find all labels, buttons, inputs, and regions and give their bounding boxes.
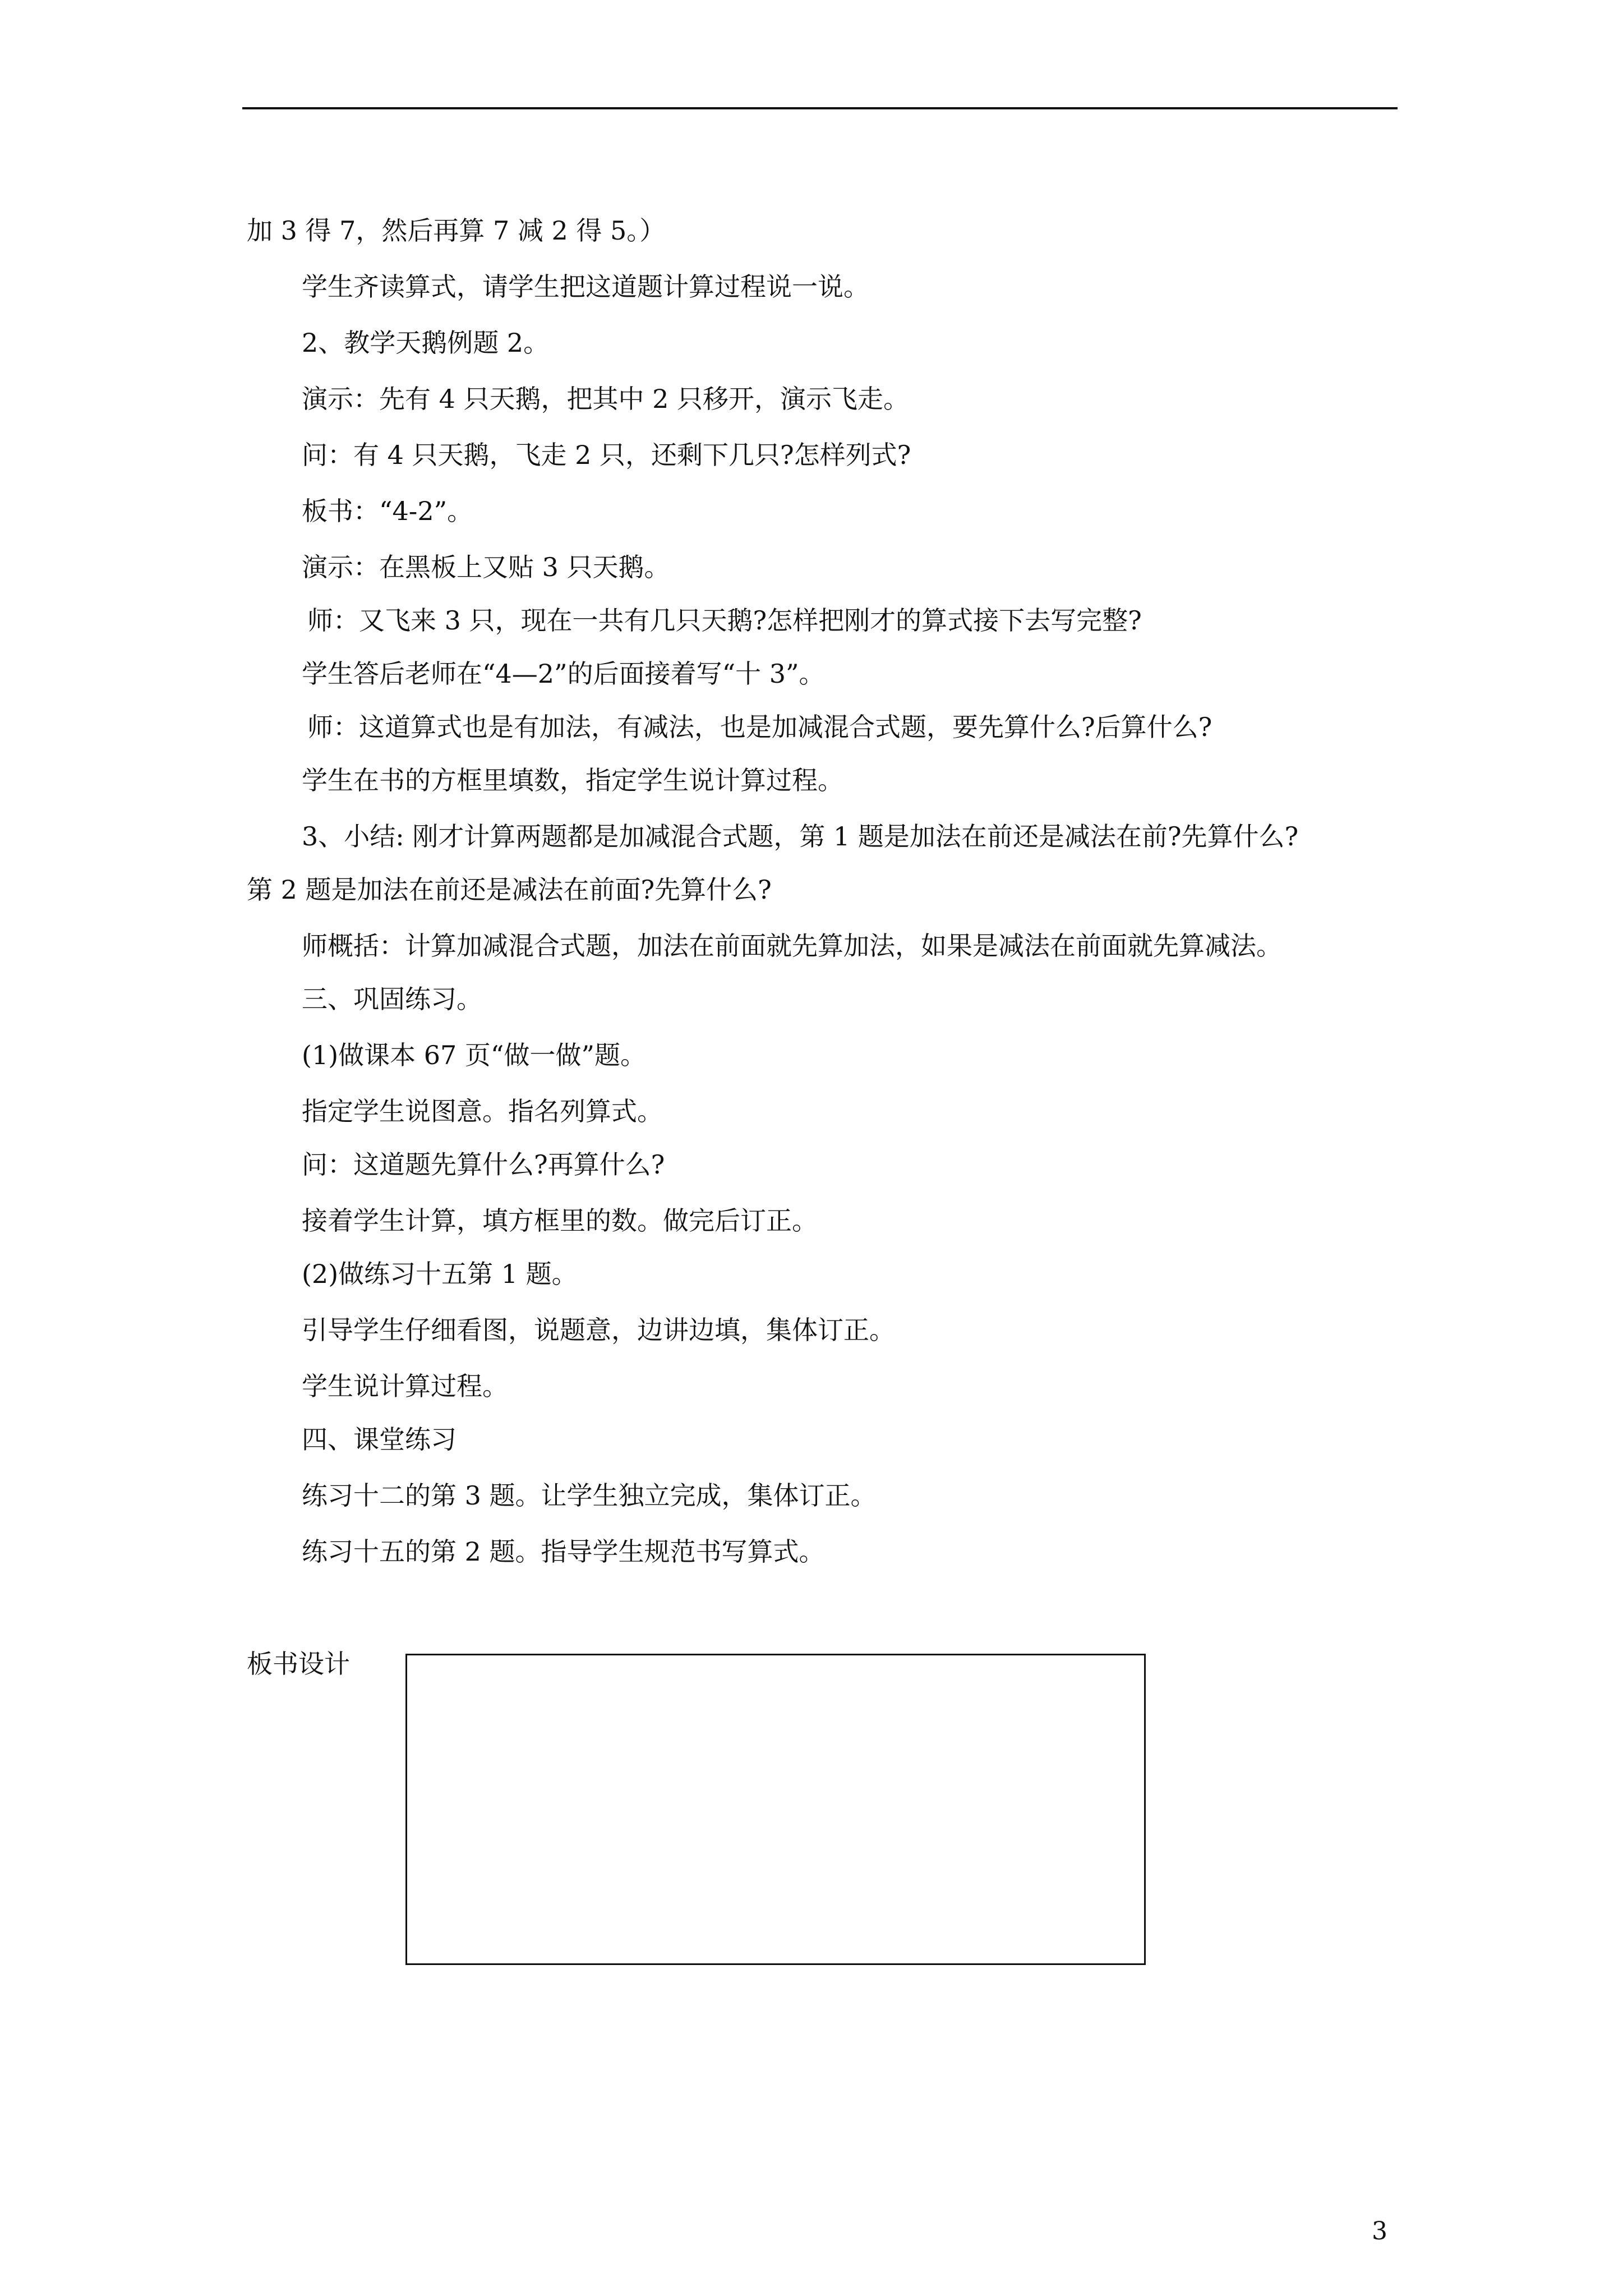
text-line: (2)做练习十五第 1 题。 — [302, 1259, 578, 1289]
text-line: 学生答后老师在“4—2”的后面接着写“十 3”。 — [302, 659, 825, 689]
text-line: 师概括：计算加减混合式题，加法在前面就先算加法，如果是减法在前面就先算减法。 — [302, 931, 1282, 961]
text-line: 2、教学天鹅例题 2。 — [302, 328, 550, 358]
text-line: 问：有 4 只天鹅，飞走 2 只，还剩下几只?怎样列式? — [302, 440, 911, 470]
text-line: 第 2 题是加法在前还是减法在前面?先算什么? — [247, 875, 772, 905]
text-line: 三、巩固练习。 — [302, 984, 482, 1014]
page-number: 3 — [1372, 2217, 1387, 2246]
text-line: 指定学生说图意。指名列算式。 — [302, 1096, 663, 1126]
text-line: 师：又飞来 3 只，现在一共有几只天鹅?怎样把刚才的算式接下去写完整? — [307, 605, 1142, 636]
text-line: 加 3 得 7，然后再算 7 减 2 得 5。） — [247, 215, 666, 246]
text-line: 学生在书的方框里填数，指定学生说计算过程。 — [302, 765, 843, 795]
text-line: 板书：“4-2”。 — [302, 496, 473, 526]
text-line: 师：这道算式也是有加法，有减法，也是加减混合式题，要先算什么?后算什么? — [307, 712, 1212, 742]
text-line: 演示：先有 4 只天鹅，把其中 2 只移开，演示飞走。 — [302, 384, 910, 414]
header-rule — [242, 107, 1398, 109]
text-line: (1)做课本 67 页“做一做”题。 — [302, 1040, 646, 1070]
text-line: 练习十五的第 2 题。指导学生规范书写算式。 — [302, 1536, 825, 1567]
text-line: 学生说计算过程。 — [302, 1371, 508, 1401]
board-design-label: 板书设计 — [247, 1649, 350, 1679]
board-design-box — [405, 1654, 1146, 1965]
text-line: 接着学生计算，填方框里的数。做完后订正。 — [302, 1205, 818, 1236]
text-line: 演示：在黑板上又贴 3 只天鹅。 — [302, 552, 670, 582]
text-line: 练习十二的第 3 题。让学生独立完成，集体订正。 — [302, 1480, 877, 1511]
text-line: 问：这道题先算什么?再算什么? — [302, 1149, 665, 1180]
text-line: 四、课堂练习 — [302, 1424, 457, 1455]
text-line: 3、小结: 刚才计算两题都是加减混合式题，第 1 题是加法在前还是减法在前?先算什么? — [302, 821, 1299, 852]
text-line: 学生齐读算式，请学生把这道题计算过程说一说。 — [302, 272, 869, 302]
text-line: 引导学生仔细看图，说题意，边讲边填，集体订正。 — [302, 1315, 895, 1345]
